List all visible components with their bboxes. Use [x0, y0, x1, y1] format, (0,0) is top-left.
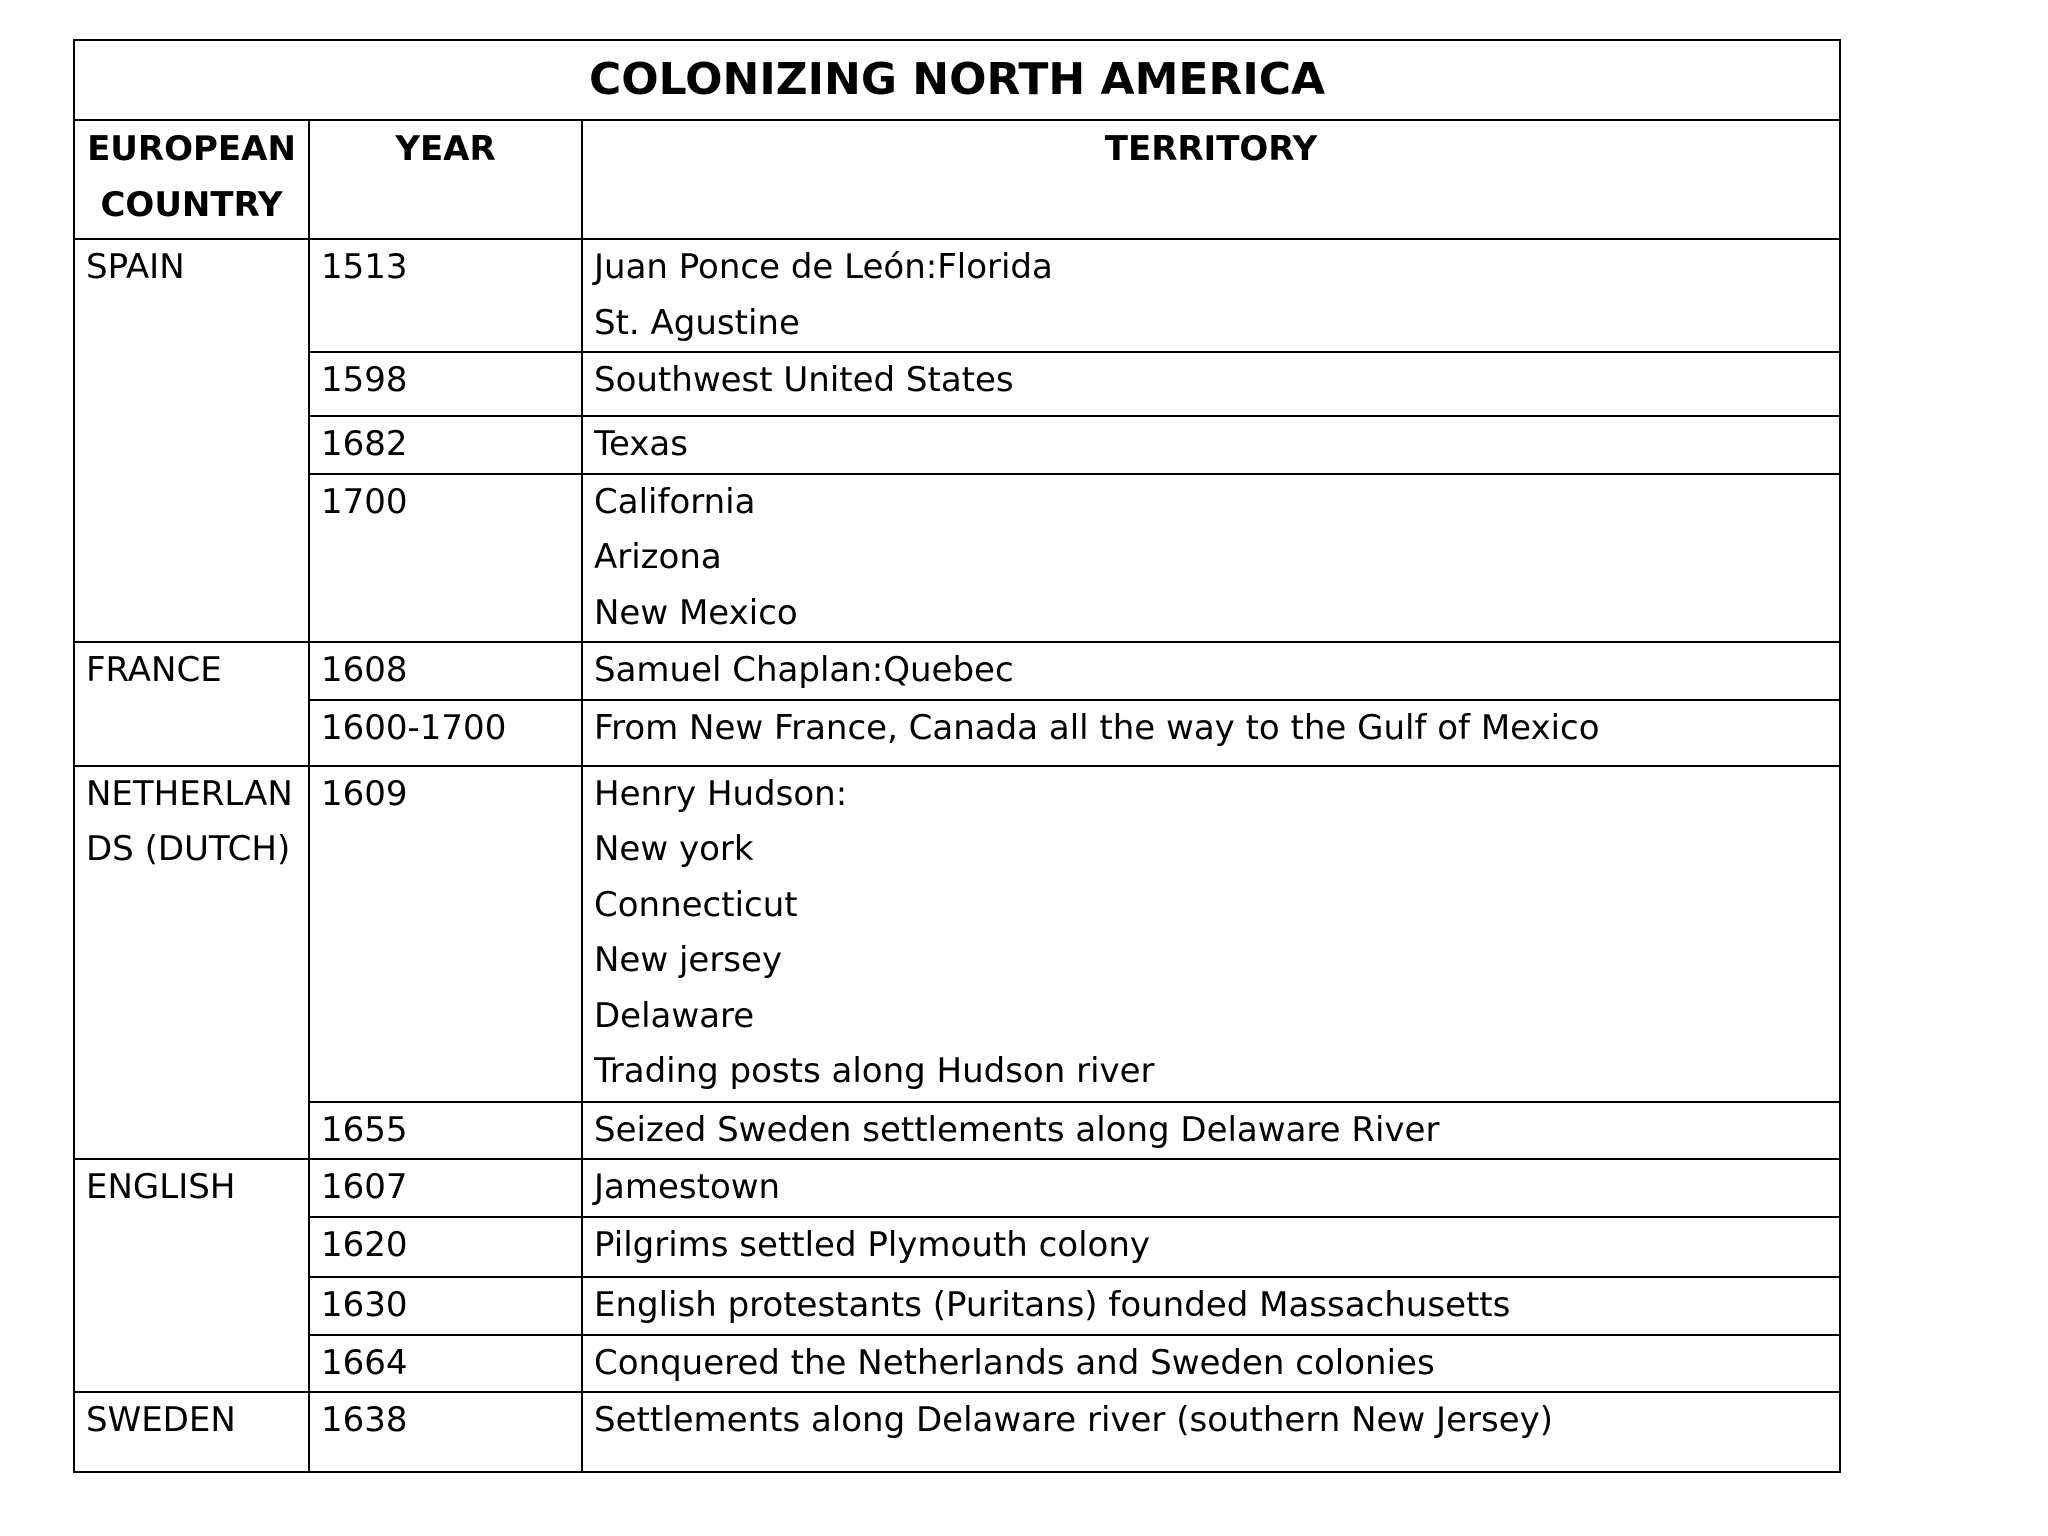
territory-line: Pilgrims settled Plymouth colony [594, 1224, 1150, 1265]
year-cell: 1638 [309, 1392, 582, 1472]
title-row [74, 40, 1840, 120]
year-cell: 1609 [309, 766, 582, 1102]
header-territory: TERRITORY [582, 120, 1840, 239]
table-row [74, 239, 1840, 352]
territory-line: Juan Ponce de León:Florida [594, 247, 1053, 287]
year-cell: 1630 [309, 1277, 582, 1335]
territory-line: Arizona [594, 537, 722, 577]
territory-line: Delaware [594, 995, 755, 1036]
territory-line: New jersey [594, 940, 783, 980]
year-cell: 1513 [309, 239, 582, 352]
table-row [74, 1277, 1840, 1335]
territory-line: Conquered the Netherlands and Sweden colonies [594, 1342, 1435, 1383]
territory-cell [582, 474, 1840, 643]
year-cell: 1620 [309, 1217, 582, 1277]
territory-line: New york [594, 829, 754, 869]
territory-cell [582, 642, 1840, 700]
territory-line: Henry Hudson: [594, 773, 848, 814]
table-row [74, 352, 1840, 416]
table-row [74, 766, 1840, 1102]
territory-line: From New France, Canada all the way to the Gulf of Mexico [594, 707, 1600, 748]
territory-cell [582, 239, 1840, 352]
country-cell [74, 766, 309, 1160]
country-cell [74, 1392, 309, 1472]
table-row [74, 700, 1840, 766]
table-row [74, 474, 1840, 643]
territory-line: Connecticut [594, 884, 798, 925]
table-row [74, 416, 1840, 474]
colonization-table [73, 39, 1841, 1473]
country-cell [74, 1159, 309, 1392]
header-country-line-1: EUROPEAN [87, 129, 296, 169]
territory-line: Samuel Chaplan:Quebec [594, 650, 1014, 690]
table-title: COLONIZING NORTH AMERICA [74, 40, 1840, 120]
territory-cell [582, 1159, 1840, 1217]
territory-line: New Mexico [594, 592, 798, 633]
country-name-line: NETHERLAN [86, 773, 293, 814]
table-row [74, 1335, 1840, 1393]
territory-cell [582, 352, 1840, 416]
territory-cell [582, 1335, 1840, 1393]
year-cell: 1608 [309, 642, 582, 700]
year-cell: 1600-1700 [309, 700, 582, 766]
territory-cell [582, 1392, 1840, 1472]
territory-line: Southwest United States [594, 360, 1014, 400]
country-cell [74, 642, 309, 766]
territory-line: Jamestown [594, 1167, 781, 1207]
country-name-line: DS (DUTCH) [86, 829, 291, 869]
territory-line: California [594, 481, 756, 522]
territory-line: Seized Sweden settlements along Delaware River [594, 1109, 1440, 1150]
territory-cell [582, 1217, 1840, 1277]
table-row [74, 1217, 1840, 1277]
country-name-line: ENGLISH [86, 1167, 236, 1207]
year-cell: 1607 [309, 1159, 582, 1217]
territory-line: Texas [594, 424, 688, 464]
territory-cell [582, 700, 1840, 766]
table-row [74, 1159, 1840, 1217]
table-row [74, 1102, 1840, 1160]
year-cell: 1700 [309, 474, 582, 643]
territory-cell [582, 1102, 1840, 1160]
territory-cell [582, 416, 1840, 474]
table-row [74, 1392, 1840, 1472]
country-name-line: SPAIN [86, 247, 185, 287]
territory-line: Settlements along Delaware river (southern New Jersey) [594, 1400, 1553, 1440]
year-cell: 1682 [309, 416, 582, 474]
territory-line: English protestants (Puritans) founded Massachusetts [594, 1284, 1511, 1325]
header-country-line-2: COUNTRY [100, 185, 283, 225]
header-year: YEAR [309, 120, 582, 239]
country-cell [74, 239, 309, 642]
territory-line: Trading posts along Hudson river [594, 1051, 1155, 1091]
header-country [74, 120, 309, 239]
country-name-line: SWEDEN [86, 1400, 236, 1440]
table-row [74, 642, 1840, 700]
territory-cell [582, 766, 1840, 1102]
territory-line: St. Agustine [594, 302, 800, 343]
territory-cell [582, 1277, 1840, 1335]
country-name-line: FRANCE [86, 650, 222, 690]
header-row [74, 120, 1840, 239]
table-body [74, 239, 1840, 1472]
year-cell: 1664 [309, 1335, 582, 1393]
year-cell: 1655 [309, 1102, 582, 1160]
year-cell: 1598 [309, 352, 582, 416]
